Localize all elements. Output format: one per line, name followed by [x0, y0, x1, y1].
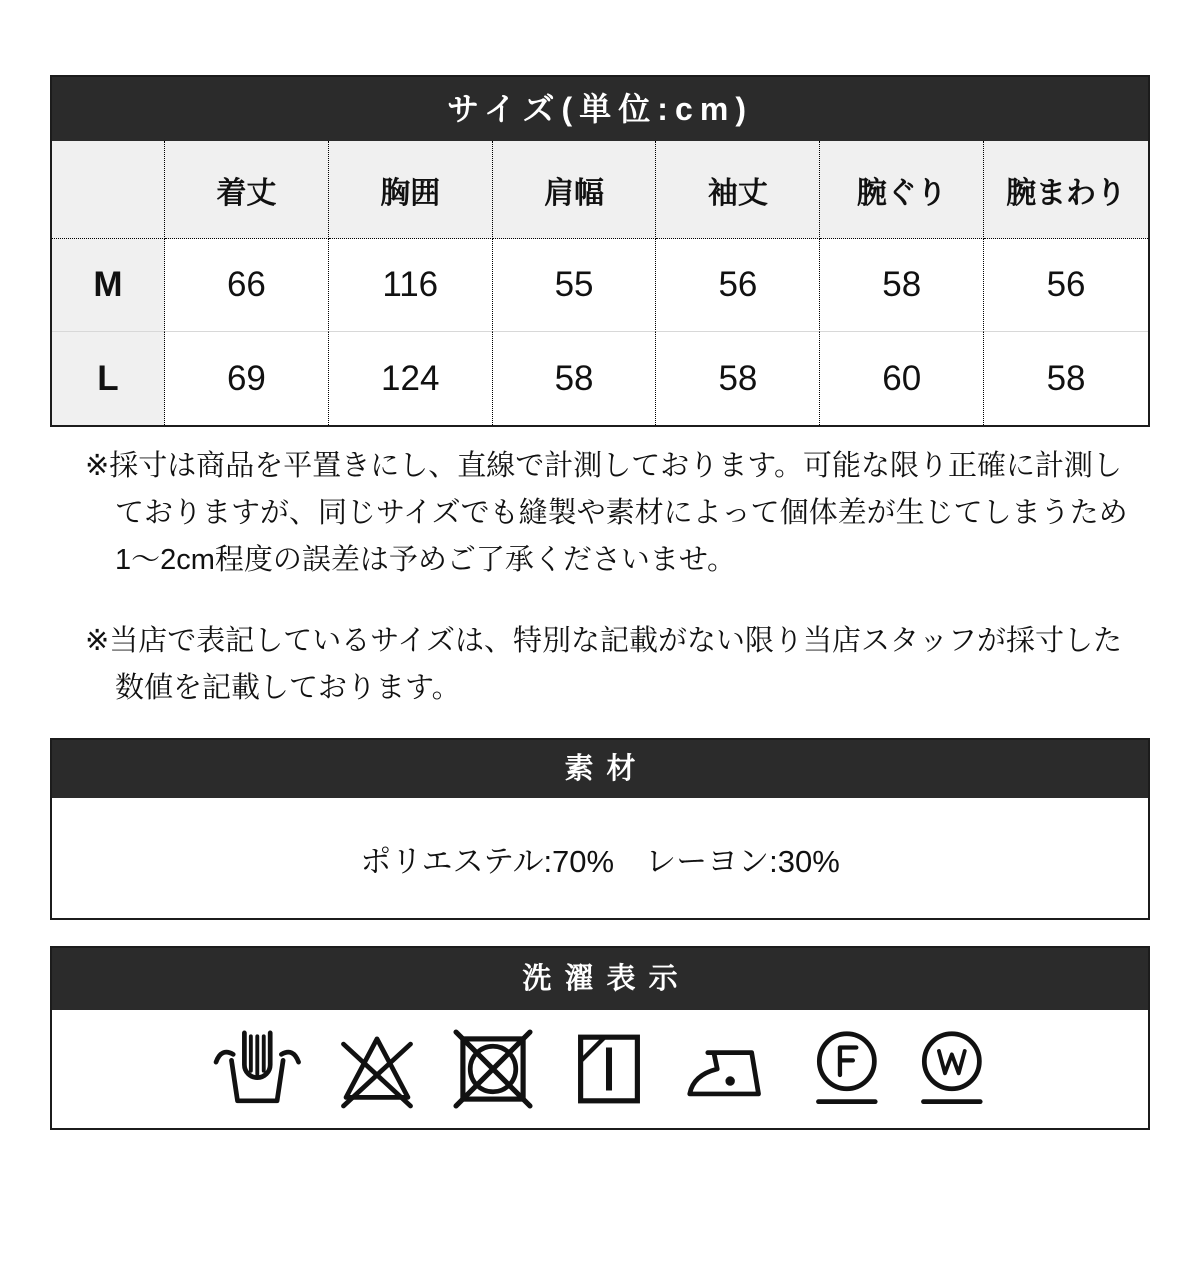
care-label-section	[50, 946, 1150, 1130]
line-dry-in-shade-icon	[566, 1026, 652, 1112]
corner-cell	[52, 141, 165, 239]
size-cell: 56	[984, 239, 1148, 332]
size-row-label: L	[52, 332, 165, 425]
size-cell: 55	[493, 239, 657, 332]
column-header-shoulder: 肩幅	[493, 141, 657, 239]
note-line: 1〜2cm程度の誤差は予めご了承くださいませ。	[115, 544, 737, 576]
material-section	[50, 738, 1150, 920]
column-header-body-length: 着丈	[165, 141, 329, 239]
size-cell: 58	[820, 239, 984, 332]
sizing-policy-note	[50, 618, 1150, 712]
size-cell: 60	[820, 332, 984, 425]
column-header-chest: 胸囲	[329, 141, 493, 239]
size-row-label: M	[52, 239, 165, 332]
material-composition: ポリエステル:70% レーヨン:30%	[360, 843, 840, 879]
size-table	[50, 75, 1150, 427]
wet-clean-gentle-icon	[914, 1026, 990, 1112]
size-cell: 124	[329, 332, 493, 425]
product-size-chart	[50, 75, 1150, 1130]
size-cell: 66	[165, 239, 329, 332]
size-cell: 69	[165, 332, 329, 425]
material-title: 素材	[52, 740, 1148, 798]
measurement-note	[50, 443, 1150, 584]
note-line: ※当店で表記しているサイズは、特別な記載がない限り当店スタッフが採寸した	[85, 625, 1122, 657]
size-cell: 56	[656, 239, 820, 332]
size-grid	[52, 141, 1148, 425]
note-line: ておりますが、同じサイズでも縫製や素材によって個体差が生じてしまうため	[115, 497, 1128, 529]
do-not-bleach-icon	[334, 1026, 420, 1112]
column-header-sleeve: 袖丈	[656, 141, 820, 239]
care-symbols-row	[52, 1010, 1148, 1128]
note-line: 数値を記載しております。	[115, 672, 461, 704]
care-label-title: 洗濯表示	[52, 948, 1148, 1010]
do-not-tumble-dry-icon	[450, 1026, 536, 1112]
size-cell: 58	[984, 332, 1148, 425]
iron-low-heat-icon	[682, 1026, 778, 1112]
size-cell: 58	[656, 332, 820, 425]
size-table-title: サイズ(単位:cm)	[52, 77, 1148, 141]
column-header-arm-width: 腕まわり	[984, 141, 1148, 239]
column-header-armhole: 腕ぐり	[820, 141, 984, 239]
size-cell: 116	[329, 239, 493, 332]
note-line: ※採寸は商品を平置きにし、直線で計測しております。可能な限り正確に計測し	[85, 450, 1122, 482]
hand-wash-icon	[210, 1026, 305, 1112]
size-cell: 58	[493, 332, 657, 425]
dry-clean-F-gentle-icon	[809, 1026, 885, 1112]
